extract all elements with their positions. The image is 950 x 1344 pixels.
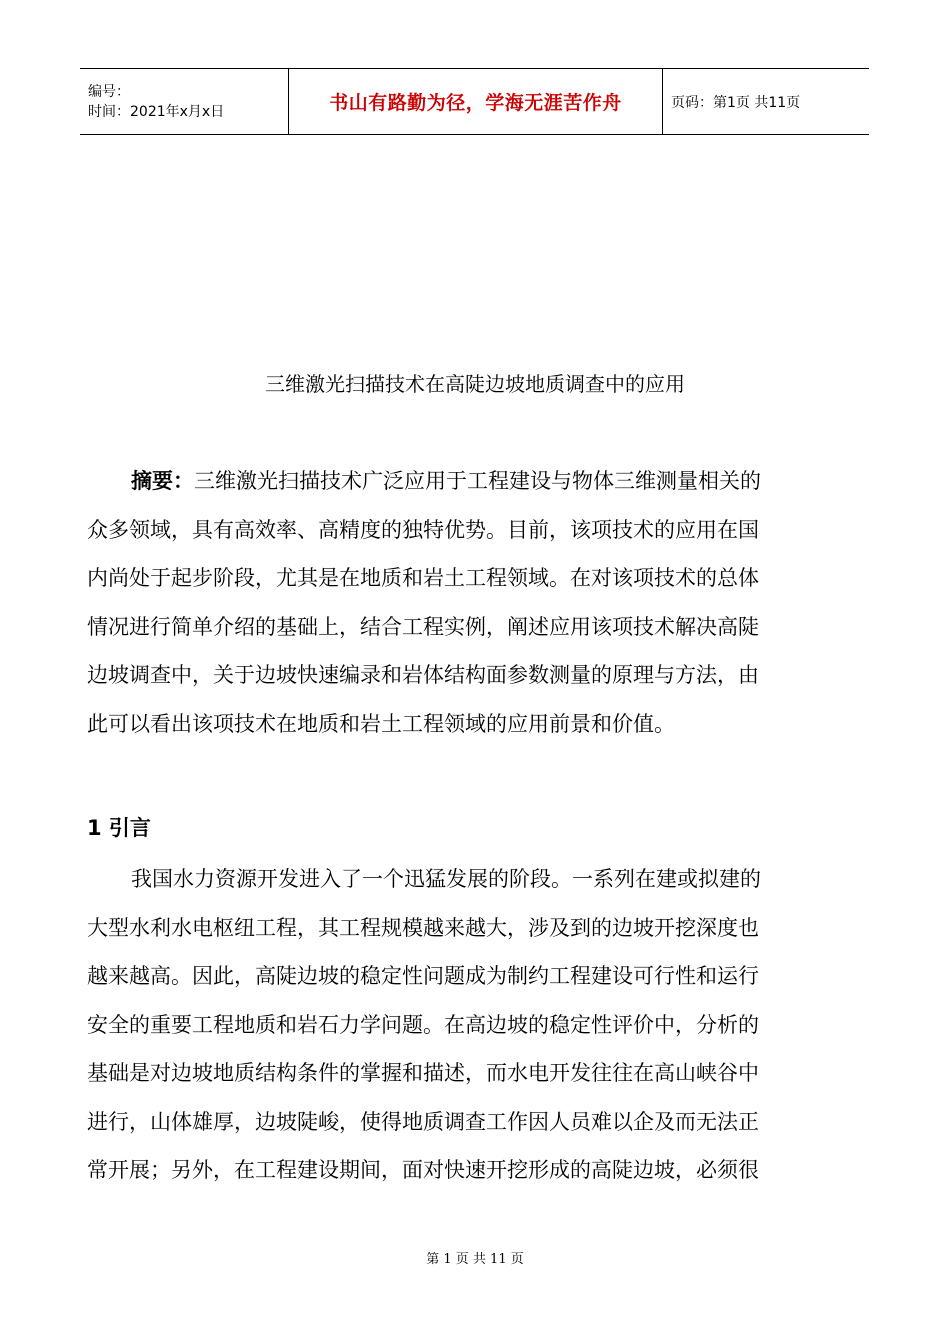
header-motto-cell xyxy=(289,69,663,135)
intro-line: 进行，山体雄厚，边坡陡峻，使得地质调查工作因人员难以企及而无法正 xyxy=(87,1109,759,1134)
header-meta-cell xyxy=(80,69,289,135)
page-footer: 第 1 页 共 11 页 xyxy=(426,1252,524,1267)
abstract-line: 此可以看出该项技术在地质和岩土工程领域的应用前景和价值。 xyxy=(87,711,675,736)
intro-line: 我国水力资源开发进入了一个迅猛发展的阶段。一系列在建或拟建的 xyxy=(131,867,761,891)
motto-text: 书山有路勤为径，学海无涯苦作舟 xyxy=(329,92,622,114)
intro-line: 安全的重要工程地质和岩石力学问题。在高边坡的稳定性评价中，分析的 xyxy=(87,1012,759,1037)
abstract-line: 众多领域，具有高效率、高精度的独特优势。目前，该项技术的应用在国 xyxy=(87,517,759,542)
abstract-label: 摘要 xyxy=(131,469,173,493)
abstract-line xyxy=(87,457,857,506)
time-label: 时间：2021年x月x日 xyxy=(88,103,225,120)
abstract-line-text: 三维激光扫描技术广泛应用于工程建设与物体三维测量相关的 xyxy=(194,469,761,493)
abstract-line: 情况进行简单介绍的基础上，结合工程实例，阐述应用该项技术解决高陡 xyxy=(87,614,759,639)
abstract-colon: ： xyxy=(173,469,194,493)
document-title: 三维激光扫描技术在高陡边坡地质调查中的应用 xyxy=(265,372,685,396)
intro-line: 越来越高。因此，高陡边坡的稳定性问题成为制约工程建设可行性和运行 xyxy=(87,964,759,988)
intro-line: 大型水利水电枢纽工程，其工程规模越来越大，涉及到的边坡开挖深度也 xyxy=(87,915,759,940)
header-page-cell xyxy=(663,69,870,135)
abstract-paragraph xyxy=(87,457,857,748)
intro-paragraph xyxy=(87,855,857,1195)
abstract-line: 边坡调查中，关于边坡快速编录和岩体结构面参数测量的原理与方法，由 xyxy=(87,663,759,687)
header-table xyxy=(80,68,869,135)
section-heading: 1 引言 xyxy=(87,816,151,840)
number-label: 编号： xyxy=(88,83,130,100)
intro-line: 基础是对边坡地质结构条件的掌握和描述，而水电开发往往在高山峡谷中 xyxy=(87,1061,759,1085)
intro-line: 常开展；另外，在工程建设期间，面对快速开挖形成的高陡边坡，必须很 xyxy=(87,1158,759,1182)
page-info: 页码：第1页 共11页 xyxy=(671,94,801,111)
abstract-line: 内尚处于起步阶段，尤其是在地质和岩土工程领域。在对该项技术的总体 xyxy=(87,566,759,590)
